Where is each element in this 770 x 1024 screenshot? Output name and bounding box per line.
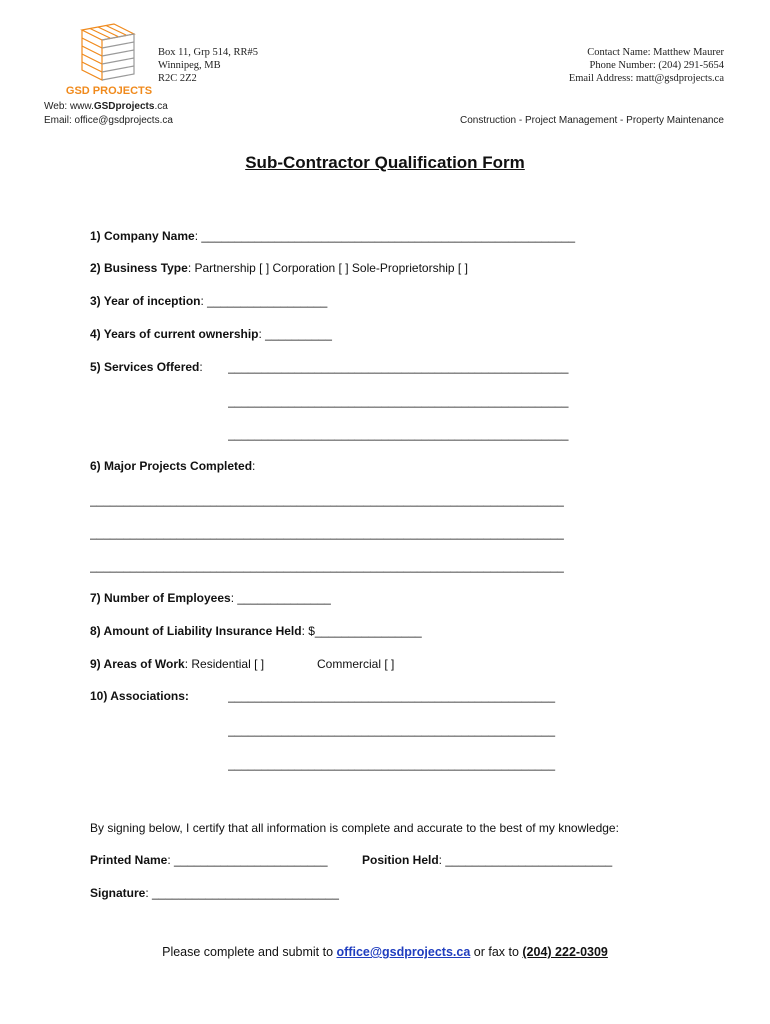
- insurance-field[interactable]: [90, 624, 422, 638]
- areas-of-work-field[interactable]: [90, 657, 264, 671]
- major-projects-line-3[interactable]: _______________________________________________________________________: [90, 559, 564, 573]
- field-label: Signature: [90, 886, 146, 900]
- field-colon: :: [252, 459, 256, 473]
- printed-name-field[interactable]: [90, 853, 328, 867]
- footer-email-link[interactable]: office@gsdprojects.ca: [336, 945, 471, 959]
- field-label: Printed Name: [90, 853, 168, 867]
- company-address: [158, 46, 258, 85]
- field-colon: :: [199, 360, 203, 374]
- form-title: Sub-Contractor Qualification Form: [245, 153, 525, 172]
- signature-field[interactable]: [90, 886, 339, 900]
- field-options: : Partnership [ ] Corporation [ ] Sole-Proprietorship [ ]: [187, 261, 468, 275]
- field-blank: : _______________________: [167, 853, 328, 867]
- associations-line-1[interactable]: _________________________________________________: [228, 689, 556, 703]
- field-label: 4) Years of current ownership: [90, 327, 259, 341]
- footer-fax: (204) 222-0309: [522, 945, 608, 959]
- field-label: Position Held: [362, 853, 439, 867]
- field-label: 2) Business Type: [90, 261, 188, 275]
- field-blank: : ____________________________: [145, 886, 339, 900]
- major-projects-line-1[interactable]: _______________________________________________________________________: [90, 493, 564, 507]
- residential-option: : Residential [ ]: [184, 657, 265, 671]
- field-blank: : ________________________________________________________: [194, 229, 576, 243]
- field-blank: : __________________: [200, 294, 328, 308]
- email-line: Email: office@gsdprojects.ca: [44, 115, 173, 126]
- years-ownership-field[interactable]: [90, 327, 332, 341]
- contact-phone: Phone Number: (204) 291-5654: [589, 60, 724, 71]
- address-line: Winnipeg, MB: [158, 60, 221, 71]
- year-inception-field[interactable]: [90, 294, 327, 308]
- field-blank: : ______________: [230, 591, 331, 605]
- field-blank: : $________________: [301, 624, 422, 638]
- field-label: 1) Company Name: [90, 229, 195, 243]
- position-held-field[interactable]: [362, 853, 612, 867]
- contact-info: [569, 46, 724, 85]
- field-label: 6) Major Projects Completed: [90, 459, 253, 473]
- footer-text: or fax to: [470, 945, 523, 959]
- web-contact: [44, 100, 173, 128]
- company-logo: [64, 22, 154, 100]
- footer-text: Please complete and submit to: [162, 945, 337, 959]
- business-type-field[interactable]: [90, 261, 468, 275]
- major-projects-label: [90, 459, 255, 473]
- address-line: R2C 2Z2: [158, 73, 197, 84]
- web-prefix: www.: [69, 101, 94, 112]
- services-line-1[interactable]: ___________________________________________________: [228, 360, 569, 374]
- contact-name: Contact Name: Matthew Maurer: [587, 47, 724, 58]
- field-blank: : __________: [258, 327, 332, 341]
- certification-text: By signing below, I certify that all information is complete and accurate to the best of my knowledge:: [90, 821, 619, 835]
- field-blank: : _________________________: [438, 853, 613, 867]
- web-line: [44, 100, 173, 114]
- company-name-field[interactable]: [90, 229, 575, 243]
- services-line-3[interactable]: ___________________________________________________: [228, 427, 569, 441]
- field-label: 5) Services Offered: [90, 360, 200, 374]
- field-label: 10) Associations:: [90, 689, 189, 703]
- services-offered-label: [90, 360, 203, 374]
- web-suffix: .ca: [154, 101, 168, 112]
- associations-label: [90, 689, 189, 703]
- associations-line-3[interactable]: _________________________________________________: [228, 757, 556, 771]
- services-line-2[interactable]: ___________________________________________________: [228, 394, 569, 408]
- web-bold: GSDprojects: [93, 101, 155, 112]
- commercial-option[interactable]: Commercial [ ]: [317, 657, 395, 671]
- field-label: 8) Amount of Liability Insurance Held: [90, 624, 302, 638]
- major-projects-line-2[interactable]: _______________________________________________________________________: [90, 526, 564, 540]
- contact-email: Email Address: matt@gsdprojects.ca: [568, 73, 724, 84]
- logo-text: GSD PROJECTS: [65, 85, 153, 97]
- address-line: Box 11, Grp 514, RR#5: [158, 47, 258, 58]
- field-label: 7) Number of Employees: [90, 591, 231, 605]
- tagline: Construction - Project Management - Property Maintenance: [459, 115, 724, 126]
- employees-field[interactable]: [90, 591, 331, 605]
- field-label: 9) Areas of Work: [90, 657, 185, 671]
- associations-line-2[interactable]: _________________________________________________: [228, 723, 556, 737]
- field-label: 3) Year of inception: [90, 294, 201, 308]
- web-label: Web:: [44, 101, 68, 112]
- submission-footer: [0, 945, 770, 959]
